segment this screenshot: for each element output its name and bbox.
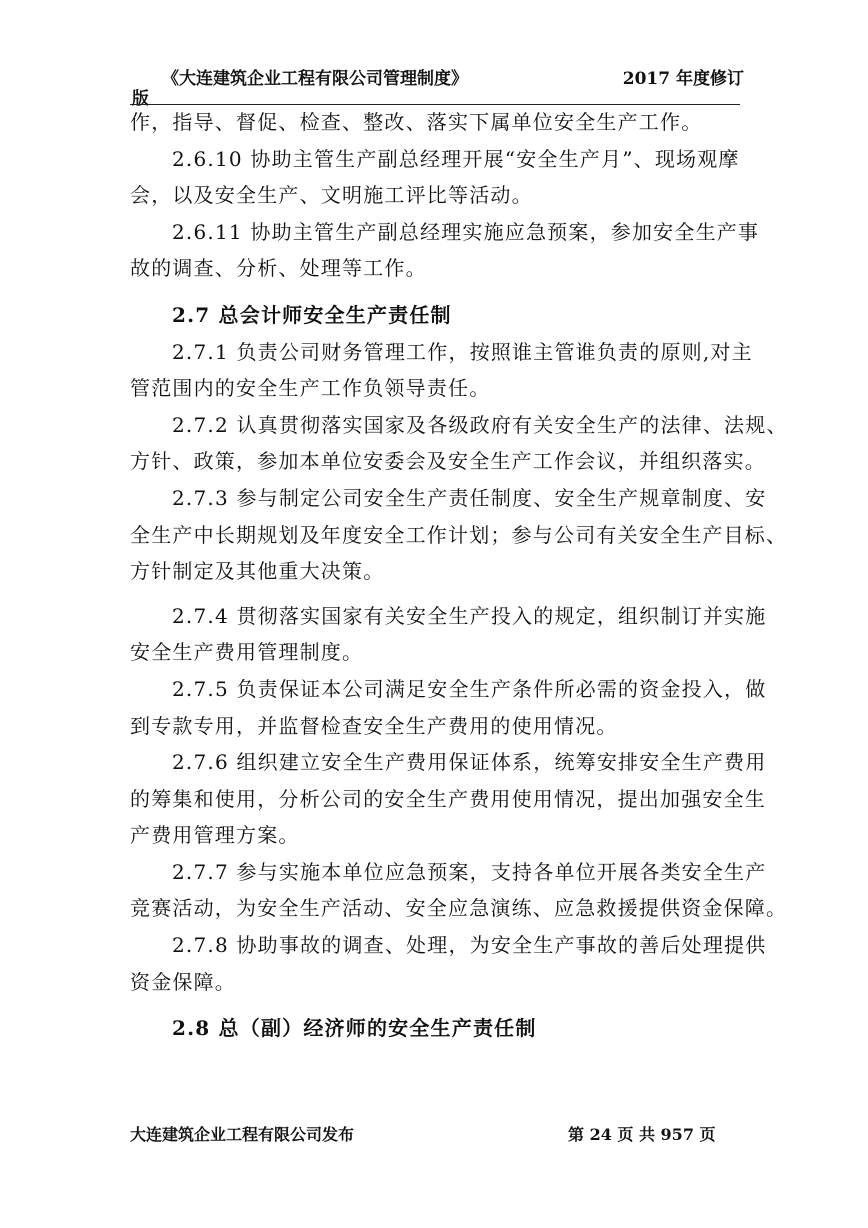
paragraph-line: 全生产中长期规划及年度安全工作计划；参与公司有关安全生产目标、 <box>130 522 788 547</box>
paragraph-line: 竞赛活动，为安全生产活动、安全应急演练、应急救援提供资金保障。 <box>130 896 788 921</box>
footer-publisher: 大连建筑企业工程有限公司发布 <box>130 1125 355 1144</box>
paragraph-line: 管范围内的安全生产工作负领导责任。 <box>130 376 491 401</box>
document-body <box>130 104 788 1047</box>
section-heading-2-8: 2.8 总（副）经济师的安全生产责任制 <box>172 1016 537 1041</box>
clause-2-7-4: 2.7.4 贯彻落实国家有关安全生产投入的规定，组织制订并实施 <box>172 603 767 628</box>
paragraph-line: 方针制定及其他重大决策。 <box>130 559 385 584</box>
paragraph-line: 产费用管理方案。 <box>130 823 300 848</box>
document-title: 《大连建筑企业工程有限公司管理制度》 <box>162 69 468 89</box>
clause-2-7-2: 2.7.2 认真贯彻落实国家及各级政府有关安全生产的法律、法规、 <box>172 412 788 437</box>
paragraph-line: 方针、政策，参加本单位安委会及安全生产工作会议，并组织落实。 <box>130 449 766 474</box>
clause-2-7-1: 2.7.1 负责公司财务管理工作，按照谁主管谁负责的原则,对主 <box>172 339 753 364</box>
section-heading-2-7: 2.7 总会计师安全生产责任制 <box>172 302 452 327</box>
paragraph-line: 的筹集和使用，分析公司的安全生产费用使用情况，提出加强安全生 <box>130 786 766 811</box>
clause-2-7-3: 2.7.3 参与制定公司安全生产责任制度、安全生产规章制度、安 <box>172 485 767 510</box>
clause-2-7-6: 2.7.6 组织建立安全生产费用保证体系，统筹安排安全生产费用 <box>172 750 767 775</box>
paragraph-line: 资金保障。 <box>130 969 236 994</box>
paragraph-line: 会，以及安全生产、文明施工评比等活动。 <box>130 183 533 208</box>
paragraph-line: 作，指导、督促、检查、整改、落实下属单位安全生产工作。 <box>130 110 703 134</box>
paragraph-line: 安全生产费用管理制度。 <box>130 640 364 665</box>
clause-2-6-10: 2.6.10 协助主管生产副总经理开展“安全生产月”、现场观摩 <box>172 146 740 171</box>
revision-label: 2017 年度修订 <box>622 69 744 89</box>
revision-label-wrap: 版 <box>132 89 149 109</box>
clause-2-6-11: 2.6.11 协助主管生产副总经理实施应急预案，参加安全生产事 <box>172 219 760 244</box>
paragraph-line: 故的调查、分析、处理等工作。 <box>130 256 427 281</box>
clause-2-7-8: 2.7.8 协助事故的调查、处理，为安全生产事故的善后处理提供 <box>172 933 767 958</box>
paragraph-line: 到专款专用，并监督检查安全生产费用的使用情况。 <box>130 713 618 738</box>
clause-2-7-5: 2.7.5 负责保证本公司满足安全生产条件所必需的资金投入，做 <box>172 676 767 701</box>
page-number: 第 24 页 共 957 页 <box>568 1125 716 1144</box>
clause-2-7-7: 2.7.7 参与实施本单位应急预案，支持各单位开展各类安全生产 <box>172 859 767 884</box>
